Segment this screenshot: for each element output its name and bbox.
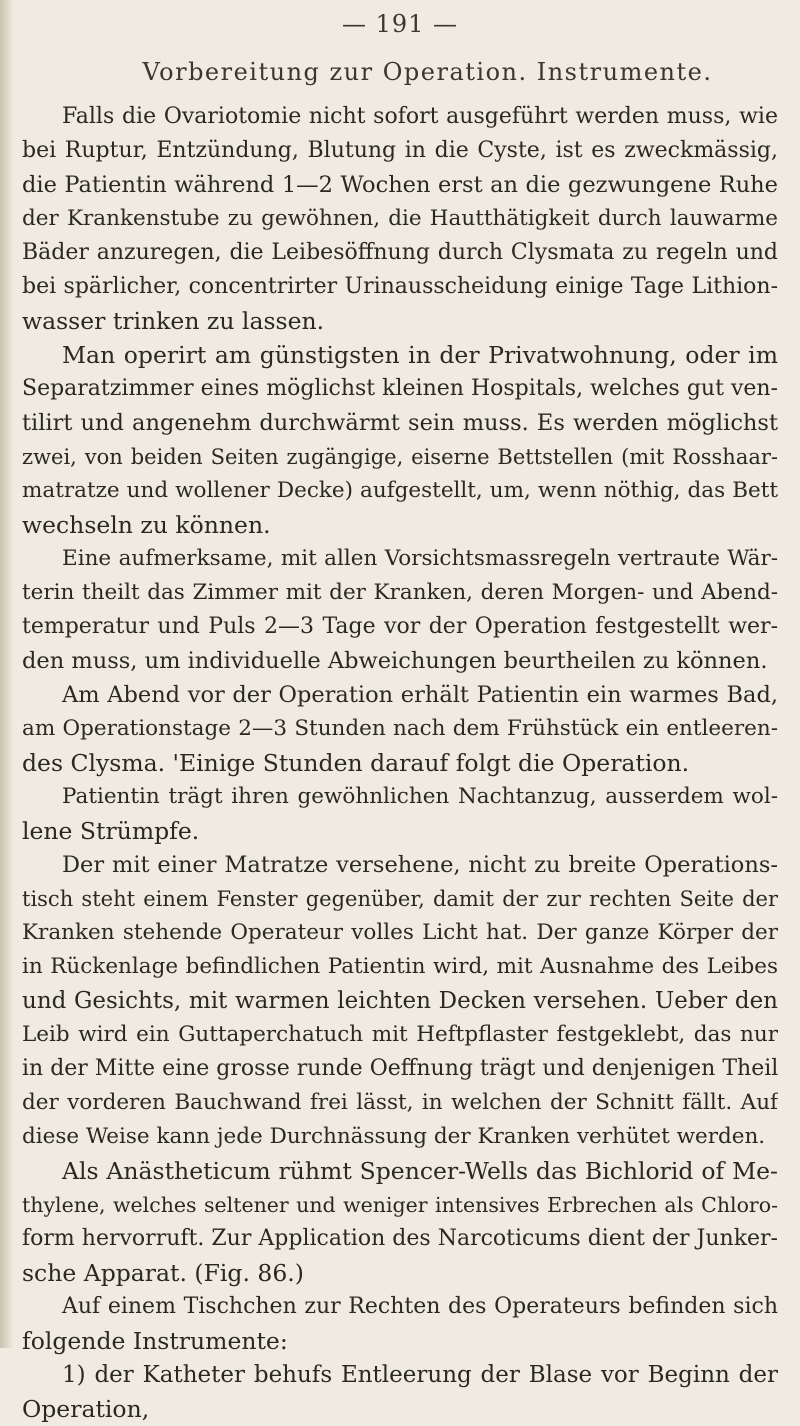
text-line: matratze und wollener Decke) aufgestellt, um, wenn nöthig, das Bett — [22, 478, 778, 503]
text-line: Eine aufmerksame, mit allen Vorsichtsmassregeln vertraute Wär- — [62, 546, 778, 571]
text-line: Am Abend vor der Operation erhält Patientin ein warmes Bad, — [62, 682, 778, 708]
text-line: Operation, — [22, 1395, 150, 1423]
text-line: die Patientin während 1—2 Wochen erst an die gezwungene Ruhe — [22, 172, 778, 198]
text-line: Kranken stehende Operateur volles Licht hat. Der ganze Körper der — [22, 920, 778, 945]
text-line: Bäder anzuregen, die Leibesöffnung durch Clysmata zu regeln und — [22, 240, 778, 265]
text-line: 1) der Katheter behufs Entleerung der Blase vor Beginn der — [62, 1362, 778, 1388]
paragraph — [22, 1358, 778, 1426]
text-line: diese Weise kann jede Durchnässung der Kranken verhütet werden. — [22, 1124, 766, 1149]
text-line: Patientin trägt ihren gewöhnlichen Nachtanzug, ausserdem wol- — [62, 784, 778, 809]
paragraph — [22, 338, 778, 542]
paragraph — [22, 678, 778, 780]
text-line: des Clysma. 'Einige Stunden darauf folgt die Operation. — [22, 749, 690, 777]
text-line: in der Mitte eine grosse runde Oeffnung trägt und denjenigen Theil — [22, 1056, 778, 1081]
text-line: form hervorruft. Zur Application des Narcoticums dient der Junker- — [22, 1226, 778, 1251]
text-line: bei Ruptur, Entzündung, Blutung in die Cyste, ist es zweckmässig, — [22, 138, 778, 163]
text-line: tilirt und angenehm durchwärmt sein muss. Es werden möglichst — [22, 410, 778, 436]
text-line: Man operirt am günstigsten in der Privatwohnung, oder im — [62, 341, 778, 369]
paragraph — [22, 780, 778, 848]
text-line: wechseln zu können. — [22, 511, 271, 539]
text-line: bei spärlicher, concentrirter Urinausscheidung einige Tage Lithion- — [22, 274, 778, 299]
text-line: der Krankenstube zu gewöhnen, die Hautthätigkeit durch lauwarme — [22, 206, 778, 231]
text-line: zwei, von beiden Seiten zugängige, eiserne Bettstellen (mit Rosshaar- — [22, 445, 778, 469]
text-line: lene Strümpfe. — [22, 817, 200, 845]
text-line: Der mit einer Matratze versehene, nicht zu breite Operations- — [62, 852, 778, 878]
text-line: sche Apparat. (Fig. 86.) — [22, 1259, 304, 1287]
text-line: den muss, um individuelle Abweichungen beurtheilen zu können. — [22, 648, 768, 674]
body-text — [22, 100, 778, 1426]
text-line: thylene, welches seltener und weniger intensives Erbrechen als Chloro- — [22, 1193, 778, 1217]
text-line: Leib wird ein Guttaperchatuch mit Heftpflaster festgeklebt, das nur — [22, 1022, 778, 1047]
text-line: terin theilt das Zimmer mit der Kranken, deren Morgen- und Abend- — [22, 580, 778, 605]
running-head: Vorbereitung zur Operation. Instrumente. — [142, 58, 713, 86]
page-number: — 191 — — [341, 10, 459, 38]
paragraph — [22, 1154, 778, 1290]
paragraph — [22, 848, 778, 1154]
text-line: Als Anästheticum rühmt Spencer-Wells das Bichlorid of Me- — [62, 1157, 778, 1185]
text-line: tisch steht einem Fenster gegenüber, damit der zur rechten Seite der — [22, 887, 778, 911]
text-line: Auf einem Tischchen zur Rechten des Operateurs befinden sich — [62, 1294, 778, 1319]
text-line: wasser trinken zu lassen. — [22, 307, 325, 335]
text-line: folgende Instrumente: — [22, 1327, 288, 1355]
text-line: Falls die Ovariotomie nicht sofort ausgeführt werden muss, wie — [62, 104, 778, 129]
text-line: in Rückenlage befindlichen Patientin wird, mit Ausnahme des Leibes — [22, 954, 778, 979]
text-line: am Operationstage 2—3 Stunden nach dem Frühstück ein entleeren- — [22, 716, 778, 741]
text-line: temperatur und Puls 2—3 Tage vor der Operation festgestellt wer- — [22, 614, 778, 639]
paragraph — [22, 542, 778, 678]
text-line: und Gesichts, mit warmen leichten Decken versehen. Ueber den — [22, 988, 778, 1014]
paragraph — [22, 100, 778, 338]
text-line: der vorderen Bauchwand frei lässt, in welchen der Schnitt fällt. Auf — [22, 1090, 778, 1115]
text-line: Separatzimmer eines möglichst kleinen Hospitals, welches gut ven- — [22, 376, 778, 401]
